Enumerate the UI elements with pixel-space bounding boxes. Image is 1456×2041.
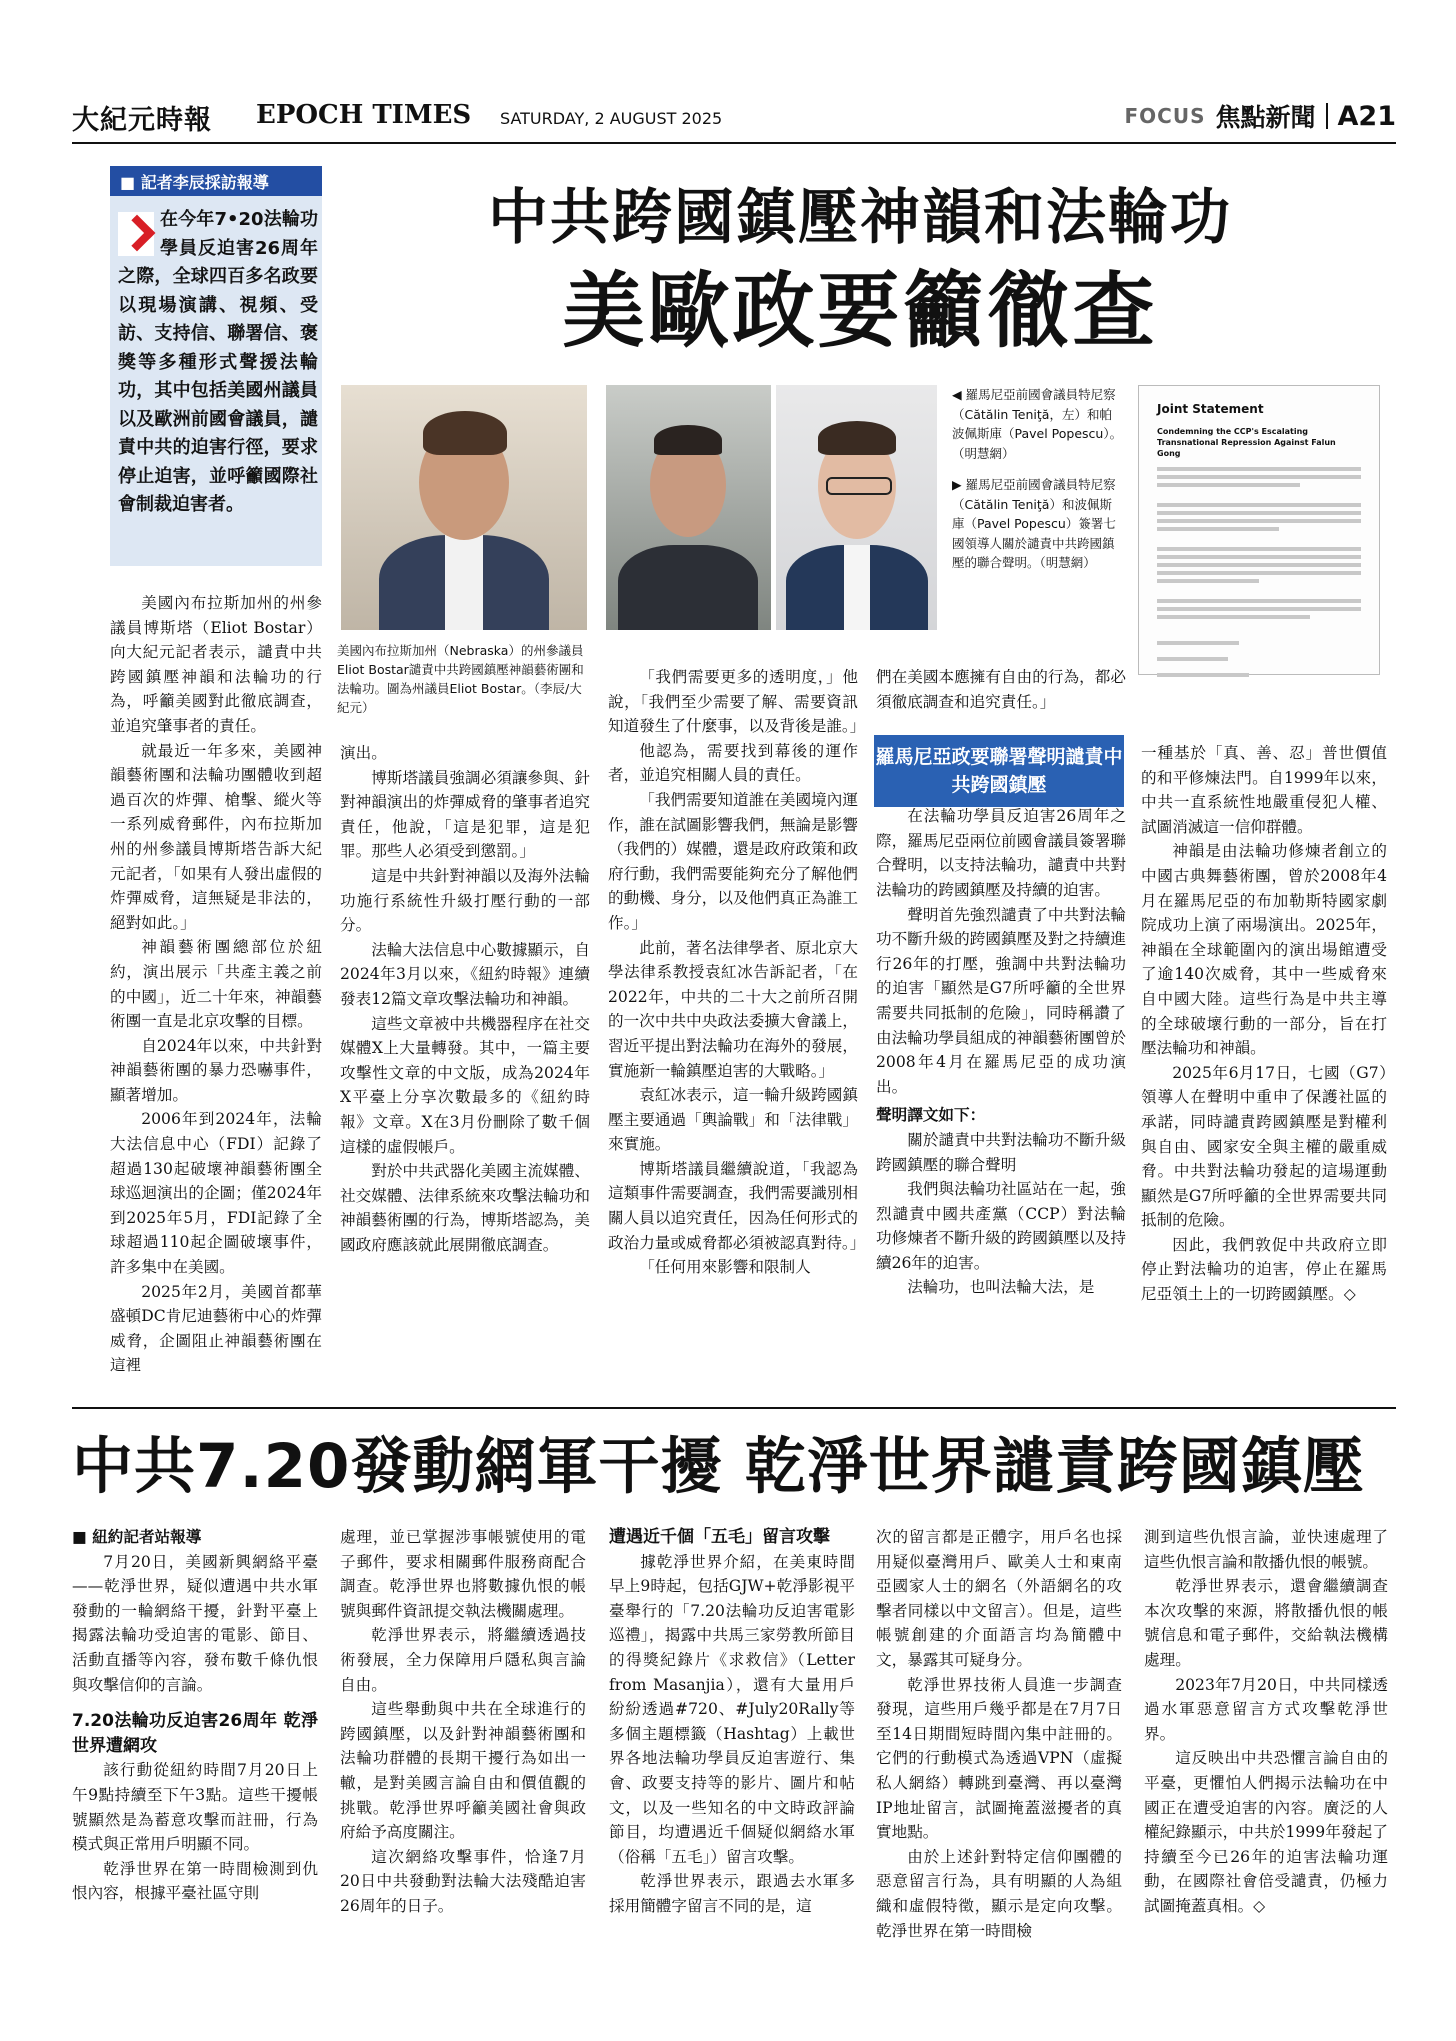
paragraph: 這次網絡攻擊事件，恰逢7月20日中共發動對法輪大法殘酷迫害26周年的日子。 xyxy=(340,1847,586,1915)
paragraph: 因此，我們敦促中共政府立即停止對法輪功的迫害，停止在羅馬尼亞領土上的一切跨國鎮壓。◇ xyxy=(1141,1235,1387,1304)
article2-byline: ■ 紐約記者站報導 xyxy=(72,1528,202,1546)
section-label xyxy=(1125,98,1397,134)
article2-column-5 xyxy=(1144,1525,1388,1919)
photo-eliot-bostar xyxy=(341,385,587,630)
top-rule xyxy=(72,142,1396,144)
paragraph: 聲明首先強烈譴責了中共對法輪功不斷升級的跨國鎮壓及對之持續進行26年的打壓，強調中共對法輪功的迫害「顯然是G7所呼籲的全世界需要共同抵制的危險」，同時稱讚了由法輪功學員組成的神韻藝術團曾於2008年4月在羅馬尼亞的成功演出。 xyxy=(876,905,1126,1096)
article1-column-1 xyxy=(110,591,322,1378)
divider xyxy=(1326,103,1328,129)
paragraph: 2006年到2024年，法輪大法信息中心（FDI）記錄了超過130起破壞神韻藝術團全球巡迴演出的企圖；僅2024年到2025年5月，FDI記錄了全球超過110起企圖破壞事件，許多集中在美國。 xyxy=(110,1110,322,1277)
article1-column-3 xyxy=(608,665,866,1280)
paragraph: 神韻是由法輪功修煉者創立的中國古典舞藝術團，曾於2008年4月在羅馬尼亞的布加勒斯特國家劇院成功上演了兩場演出。2025年，神韻在全球範圍內的演出場館遭受了逾140次威脅，其中一些威脅來自中國大陸。這些行為是中共主導的全球破壞行動的一部分，旨在打壓法輪功和神韻。 xyxy=(1141,842,1387,1058)
joint-statement-subtitle: Condemning the CCP's Escalating Transnational Repression Against Falun Gong xyxy=(1157,427,1336,458)
article2-headline: 中共7.20發動網軍干擾 乾淨世界譴責跨國鎮壓 xyxy=(72,1431,1365,1502)
article2-subhead-2: 遭遇近千個「五毛」留言攻擊 xyxy=(609,1527,830,1547)
paragraph: 乾淨世界表示，將繼續透過技術發展，全力保障用戶隱私與言論自由。 xyxy=(340,1626,586,1694)
paragraph: 這是中共針對神韻以及海外法輪功施行系統性升級打壓行動的一部分。 xyxy=(340,866,590,935)
paragraph: 「任何用來影響和限制人 xyxy=(639,1258,811,1277)
headline-line-1: 中共跨國鎮壓神韻和法輪功 xyxy=(488,183,1232,253)
section-name: 焦點新聞 xyxy=(1215,103,1316,132)
paragraph: 法輪功，也叫法輪大法，是 xyxy=(907,1278,1095,1297)
caption-photos-2-3 xyxy=(952,385,1124,573)
paragraph: 演出。 xyxy=(340,744,387,762)
article2-column-4 xyxy=(876,1525,1122,1943)
joint-statement-image xyxy=(1138,385,1380,675)
paragraph: 博斯塔議員強調必須讓參與、針對神韻演出的炸彈威脅的肇事者追究責任，他說，「這是犯罪，這是犯罪。那些人必須受到懲罰。」 xyxy=(340,768,590,861)
paragraph: 乾淨世界在第一時間檢測到仇恨內容，根據平臺社區守則 xyxy=(72,1859,318,1903)
lede-byline: ■ 記者李辰採訪報導 xyxy=(110,166,322,196)
paragraph: 們在美國本應擁有自由的行為，都必須徹底調查和追究責任。」 xyxy=(876,668,1126,711)
caption-photo-3: ▶ 羅馬尼亞前國會議員特尼察（Cătălin Teniţă）和波佩斯庫（Pavel Popescu）簽署七國領導人關於譴責中共跨國鎮壓的聯合聲明。（明慧網） xyxy=(952,477,1116,570)
paragraph: 7月20日，美國新興網絡平臺——乾淨世界，疑似遭遇中共水軍發動的一輪網絡干擾，針對平臺上揭露法輪功受迫害的電影、節目、活動直播等內容，發布數千條仇恨與攻擊信仰的言論。 xyxy=(72,1552,318,1694)
paragraph: 處理，並已掌握涉事帳號使用的電子郵件，要求相關郵件服務商配合調查。乾淨世界也將數據仇恨的帳號與郵件資訊提交執法機關處理。 xyxy=(340,1528,586,1620)
lede-box xyxy=(110,166,322,566)
joint-statement-title: Joint Statement xyxy=(1157,402,1264,416)
paragraph: 測到這些仇恨言論，並快速處理了這些仇恨言論和散播仇恨的帳號。 xyxy=(1144,1528,1388,1571)
headline-line-2: 美歐政要籲徹查 xyxy=(562,263,1158,359)
translation-heading: 聲明譯文如下： xyxy=(876,1106,986,1125)
paragraph: 乾淨世界表示，還會繼續調查本次攻擊的來源，將散播仇恨的帳號信息和電子郵件，交給執法機構處理。 xyxy=(1144,1577,1388,1669)
paragraph: 美國內布拉斯加州的州參議員博斯塔（Eliot Bostar）向大紀元記者表示，譴責中共跨國鎮壓神韻和法輪功的行為，呼籲美國對此徹底調查，並追究肇事者的責任。 xyxy=(110,594,322,735)
paper-name-en: EPOCH TIMES xyxy=(256,100,472,130)
paragraph: 乾淨世界表示，跟過去水軍多採用簡體字留言不同的是，這 xyxy=(609,1872,855,1915)
masthead xyxy=(72,96,1396,140)
paragraph: 他認為，需要找到幕後的運作者，並追究相關人員的責任。 xyxy=(608,741,858,785)
paragraph: 自2024年以來，中共針對神韻藝術團的暴力恐嚇事件，顯著增加。 xyxy=(110,1036,322,1104)
article1-column-2 xyxy=(340,741,590,1257)
article2-column-3 xyxy=(609,1525,855,1919)
lede-text: 在今年7•20法輪功學員反迫害26周年之際，全球四百多名政要以現場演講、視頻、受訪、支持信、聯署信、褒獎等多種形式聲援法輪功，其中包括美國州議員以及歐洲前國會議員，譴責中共的迫害行徑，要求停止迫害，並呼籲國際社會制裁迫害者。 xyxy=(118,209,318,515)
paragraph: 博斯塔議員繼續說道，「我認為這類事件需要調查，我們需要識別相關人員以追究責任，因為任何形式的政治力量或威脅都必須被認真對待。」 xyxy=(608,1159,866,1252)
paragraph: 「我們需要更多的透明度，」他說，「我們至少需要了解、需要資訊知道發生了什麼事，以及背後是誰。」 xyxy=(608,668,866,736)
photo-catalin-tenita xyxy=(606,385,771,630)
paragraph: 此前，著名法律學者、原北京大學法律系教授袁紅冰告訴記者，「在2022年，中共的二十大之前所召開的一次中共中央政法委擴大會議上，習近平提出對法輪功在海外的發展，實施新一輪鎮壓迫害的大戰略。」 xyxy=(608,938,858,1080)
paragraph: 對於中共武器化美國主流媒體、社交媒體、法律系統來攻擊法輪功和神韻藝術團的行為，博斯塔認為，美國政府應該就此展開徹底調查。 xyxy=(340,1162,590,1254)
paragraph: 2025年2月，美國首都華盛頓DC肯尼迪藝術中心的炸彈威脅，企圖阻止神韻藝術團在這裡 xyxy=(110,1282,322,1375)
paragraph: 2023年7月20日，中共同樣透過水軍惡意留言方式攻擊乾淨世界。 xyxy=(1144,1675,1388,1743)
article2-subhead-1: 7.20法輪功反迫害26周年 乾淨世界遭網攻 xyxy=(72,1711,318,1756)
paragraph: 法輪大法信息中心數據顯示，自2024年3月以來，《紐約時報》連續發表12篇文章攻擊法輪功和神韻。 xyxy=(340,940,590,1008)
paragraph: 2025年6月17日，七國（G7）領導人在聲明中重申了保護社區的承諾，同時譴責跨國鎮壓是對權利與自由、國家安全與主權的嚴重威脅。中共對法輪功發起的這場運動顯然是G7所呼籲的全世界需要共同抵制的危險。 xyxy=(1141,1063,1387,1230)
subhead-romania: 羅馬尼亞政要聯署聲明譴責中共跨國鎮壓 xyxy=(874,735,1124,807)
section-rule xyxy=(72,1407,1396,1409)
paragraph: 袁紅冰表示，這一輪升級跨國鎮壓主要通過「輿論戰」和「法律戰」來實施。 xyxy=(608,1086,858,1154)
article1-column-5 xyxy=(1141,741,1387,1307)
paragraph: 這反映出中共恐懼言論自由的平臺，更懼怕人們揭示法輪功在中國正在遭受迫害的內容。廣泛的人權紀錄顯示，中共於1999年發起了持續至今已26年的迫害法輪功運動，在國際社會倍受譴責，仍極力試圖掩蓋真相。◇ xyxy=(1144,1749,1388,1915)
caption-photo-1: 美國內布拉斯加州（Nebraska）的州參議員Eliot Bostar譴責中共跨國鎮壓神韻藝術團和法輪功。圖為州議員Eliot Bostar。（李辰/大紀元） xyxy=(337,643,584,715)
paragraph: 關於譴責中共對法輪功不斷升級跨國鎮壓的聯合聲明 xyxy=(876,1130,1126,1174)
article2-column-1 xyxy=(72,1525,318,1906)
issue-date: SATURDAY, 2 AUGUST 2025 xyxy=(500,109,723,128)
paragraph: 神韻藝術團總部位於紐約，演出展示「共產主義之前的中國」，近二十年來，神韻藝術團一直是北京攻擊的目標。 xyxy=(110,938,322,1031)
paragraph: 就最近一年多來，美國神韻藝術團和法輪功團體收到超過百次的炸彈、槍擊、縱火等一系列威脅郵件，內布拉斯加州的州參議員博斯塔告訴大紀元記者，「如果有人發出虛假的炸彈威脅，這無疑是非法的，絕對如此。」 xyxy=(110,741,322,932)
paragraph: 該行動從紐約時間7月20日上午9點持續至下午3點。這些干擾帳號顯然是為蓄意攻擊而註冊，行為模式與正常用戶明顯不同。 xyxy=(72,1761,318,1854)
paragraph: 這些文章被中共機器程序在社交媒體X上大量轉發。其中，一篇主要攻擊性文章的中文版，成為2024年X平臺上分享次數最多的《紐約時報》文章。X在3月份刪除了數千個這樣的虛假帳戶。 xyxy=(340,1014,590,1156)
article2-column-2 xyxy=(340,1525,586,1919)
page-number: A21 xyxy=(1337,100,1396,132)
paragraph: 這些舉動與中共在全球進行的跨國鎮壓，以及針對神韻藝術團和法輪功群體的長期干擾行為如出一轍，是對美國言論自由和價值觀的挑戰。乾淨世界呼籲美國社會與政府給予高度關注。 xyxy=(340,1700,586,1842)
paragraph: 據乾淨世界介紹，在美東時間早上9時起，包括GJW+乾淨影視平臺舉行的「7.20法輪功反迫害電影巡禮」，揭露中共馬三家勞教所節目的得獎紀錄片《求救信》（Letter from Masanjia），還有大量用戶紛紛透過#720、#July20Rally等多個主題標籤（Hashtag）上載世界各地法輪功學員反迫害遊行、集會、政要支持等的影片、圖片和帖文，以及一些知名的中文時政評論節目，均遭遇近千個疑似網絡水軍（俗稱「五毛」）留言攻擊。 xyxy=(609,1552,855,1866)
paragraph: 乾淨世界技術人員進一步調查發現，這些用戶幾乎都是在7月7日至14日期間短時間內集中註冊的。它們的行動模式為透過VPN（虛擬私人網絡）轉跳到臺灣、再以臺灣IP地址留言，試圖掩蓋滋擾者的真實地點。 xyxy=(876,1675,1122,1842)
paragraph: 一種基於「真、善、忍」普世價值的和平修煉法門。自1999年以來，中共一直系統性地嚴重侵犯人權、試圖消滅這一信仰群體。 xyxy=(1141,744,1387,836)
caption-photo-2: ◀ 羅馬尼亞前國會議員特尼察（Cătălin Teniţă，左）和帕波佩斯庫（Pavel Popescu）。（明慧網） xyxy=(952,387,1123,461)
paragraph: 在法輪功學員反迫害26周年之際，羅馬尼亞兩位前國會議員簽署聯合聲明，以支持法輪功，譴責中共對法輪功的跨國鎮壓及持續的迫害。 xyxy=(876,807,1126,899)
paragraph: 由於上述針對特定信仰團體的惡意留言行為，具有明顯的人為組織和虛假特徵，顯示是定向攻擊。乾淨世界在第一時間檢 xyxy=(876,1847,1122,1940)
focus-label: FOCUS xyxy=(1124,104,1206,128)
paper-name-zh: 大紀元時報 xyxy=(72,105,212,136)
paragraph: 次的留言都是正體字，用戶名也採用疑似臺灣用戶、歐美人士和東南亞國家人士的網名（外語網名的攻擊者同樣以中文留言）。但是，這些帳號創建的介面語言均為簡體中文，暴露其可疑身分。 xyxy=(876,1528,1122,1669)
paragraph: 我們與法輪功社區站在一起，強烈譴責中國共產黨（CCP）對法輪功修煉者不斷升級的跨國鎮壓以及持續26年的迫害。 xyxy=(876,1180,1126,1272)
paragraph: 「我們需要知道誰在美國境內運作，誰在試圖影響我們，無論是影響（我們的）媒體，還是政府政策和政府行動，我們需要能夠充分了解他們的動機、身分，以及他們真正為誰工作。」 xyxy=(608,790,858,932)
photo-pavel-popescu xyxy=(776,385,937,630)
